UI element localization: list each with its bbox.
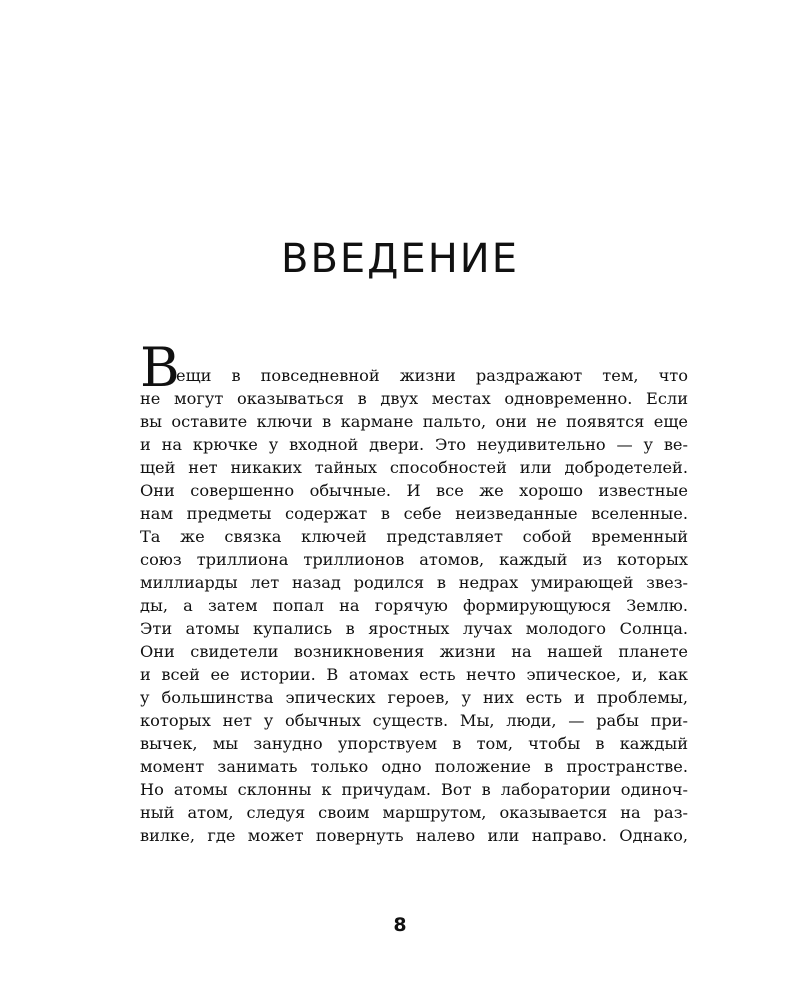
drop-cap: В — [140, 336, 180, 399]
text-line: и на крючке у входной двери. Это неудивительно — у ве- — [140, 435, 688, 454]
text-line: Они свидетели возникновения жизни на нашей планете — [140, 642, 688, 661]
text-lines — [140, 387, 688, 847]
text-line: миллиарды лет назад родился в недрах умирающей звез- — [140, 573, 688, 592]
text-line: ещи в повседневной жизни раздражают тем, что — [176, 366, 688, 385]
text-line: которых нет у обычных существ. Мы, люди, — рабы при- — [140, 711, 688, 730]
text-line: вычек, мы занудно упорствуем в том, чтобы в каждый — [140, 734, 688, 753]
text-line: у большинства эпических героев, у них есть и проблемы, — [140, 688, 688, 707]
text-line: вилке, где может повернуть налево или направо. Однако, — [140, 826, 688, 845]
page-number: 8 — [393, 914, 407, 936]
text-line: нам предметы содержат в себе неизведанные вселенные. — [140, 504, 688, 523]
text-line: Они совершенно обычные. И все же хорошо известные — [140, 481, 688, 500]
text-line: Та же связка ключей представляет собой временный — [140, 527, 688, 546]
text-line: Но атомы склонны к причудам. Вот в лаборатории одиноч- — [140, 780, 688, 799]
chapter-title: ВВЕДЕНИЕ — [281, 236, 519, 282]
text-line: союз триллиона триллионов атомов, каждый из которых — [140, 550, 688, 569]
text-line: вы оставите ключи в кармане пальто, они не появятся еще — [140, 412, 688, 431]
text-line: и всей ее истории. В атомах есть нечто эпическое, и, как — [140, 665, 688, 684]
text-line: момент занимать только одно положение в пространстве. — [140, 757, 688, 776]
text-line: ный атом, следуя своим маршрутом, оказывается на раз- — [140, 803, 688, 822]
text-line: ды, а затем попал на горячую формирующуюся Землю. — [140, 596, 688, 615]
text-line: Эти атомы купались в яростных лучах молодого Солнца. — [140, 619, 688, 638]
body-text — [140, 336, 688, 847]
text-line: щей нет никаких тайных способностей или добродетелей. — [140, 458, 688, 477]
text-line: не могут оказываться в двух местах одновременно. Если — [140, 389, 688, 408]
